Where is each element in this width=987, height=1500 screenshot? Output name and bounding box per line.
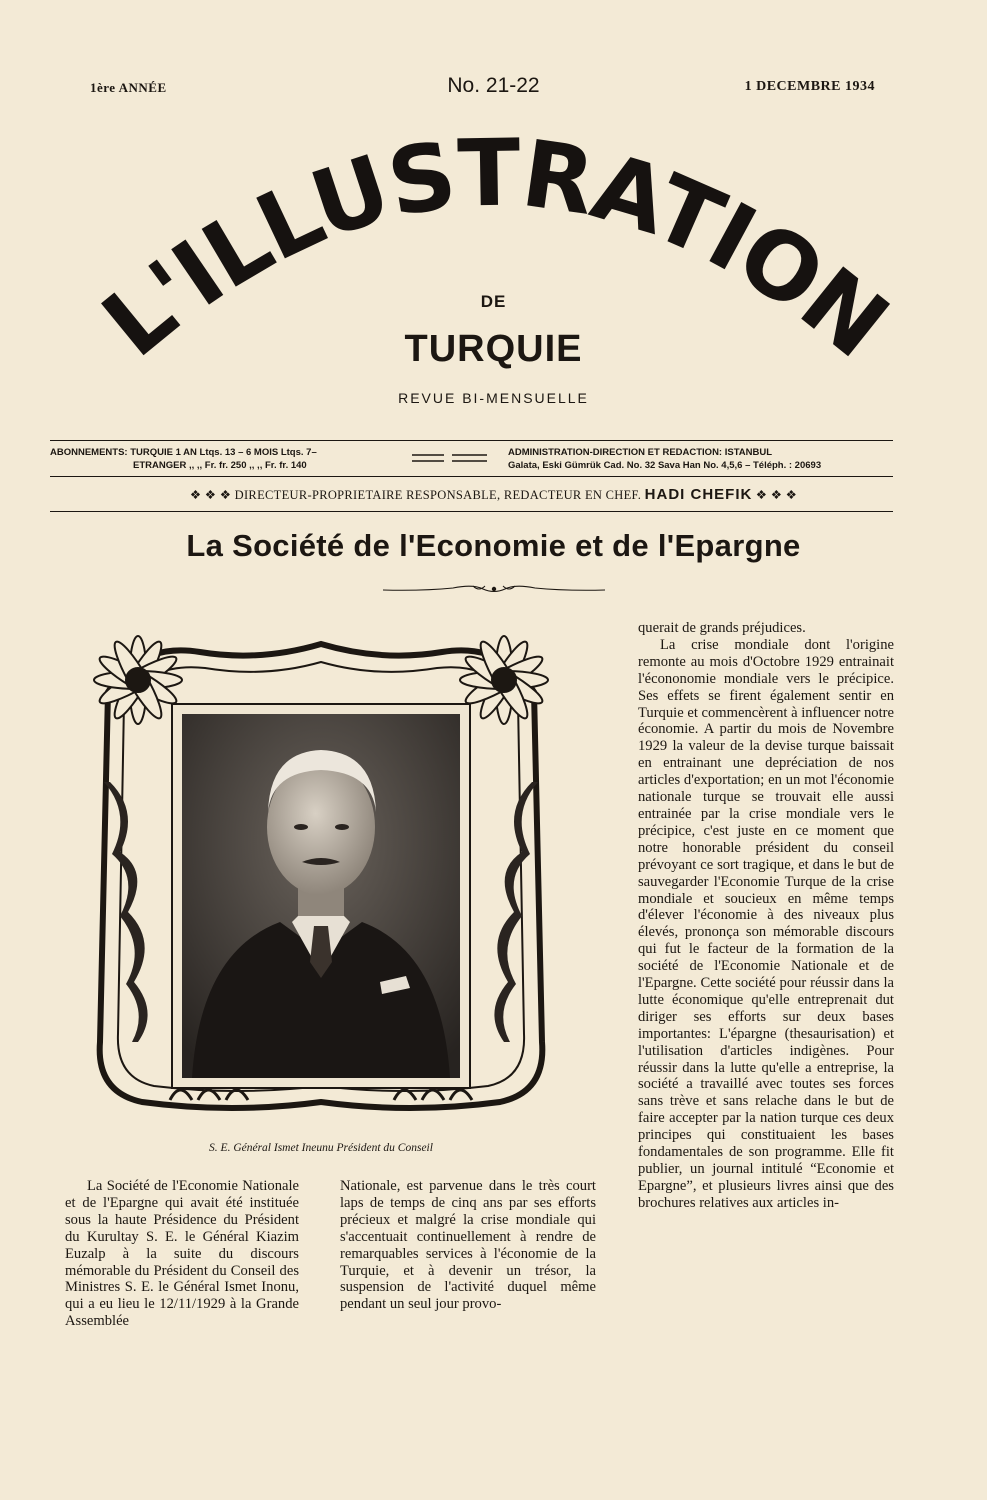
separator-ornament-icon (412, 451, 487, 465)
article-title: La Société de l'Economie et de l'Epargne (186, 528, 801, 563)
masthead-country: TURQUIE (404, 328, 583, 370)
masthead-logo (40, 95, 950, 425)
diamond-ornament-icon: ❖ ❖ ❖ (189, 488, 235, 502)
paragraph: La Société de l'Economie Nationale et de l'Epargne qui avait été instituée sous la haute Présidence du Président du Kurultay S. E. le Général Kiazim Euzalp à la suite du discours mémorable du Président du Conseil des Ministres S. E. le Général Ismet Inonu, qui a eu lieu le 12/11/1929 à la Grande Assemblée (65, 1178, 299, 1330)
issue-number: No. 21-22 (447, 74, 540, 97)
director-label: DIRECTEUR-PROPRIETAIRE RESPONSABLE, REDACTEUR EN CHEF. (234, 488, 642, 502)
administration-line-1: ADMINISTRATION-DIRECTION ET REDACTION: ISTANBUL (508, 447, 773, 458)
paragraph: querait de grands préjudices. (638, 620, 806, 636)
diamond-ornament-icon: ❖ ❖ ❖ (755, 488, 798, 502)
paragraph: Nationale, est parvenue dans le très court laps de temps de cinq ans par ses efforts précieux et malgré la crise mondiale qui s'accentuait continuellement à rendre de remarquables services à l'économie de la Turquie, et à devenir un trésor, la suspension de l'activité duquel même pendant un seul jour provo- (340, 1178, 596, 1313)
director-name: HADI CHEFIK (644, 486, 753, 503)
rule-middle (50, 476, 893, 477)
year-label: 1ère ANNÉE (90, 80, 167, 95)
article-column-1 (65, 1178, 299, 1330)
issue-date: 1 DECEMBRE 1934 (744, 79, 875, 94)
article-column-3 (638, 620, 894, 1212)
title-ornament-icon (383, 582, 605, 596)
masthead-de: DE (480, 292, 507, 311)
subscription-line-1: ABONNEMENTS: TURQUIE 1 AN Ltqs. 13 – 6 MOIS Ltqs. 7– (50, 447, 317, 458)
administration-line-2: Galata, Eski Gümrük Cad. No. 32 Sava Han No. 4,5,6 – Téléph. : 20693 (508, 460, 822, 471)
portrait-caption: S. E. Général Ismet Ineunu Président du Conseil (209, 1142, 433, 1154)
rule-bottom (50, 511, 893, 512)
masthead-title: L'ILLUSTRATION (83, 119, 907, 378)
article-column-2 (340, 1178, 596, 1313)
portrait-frame (80, 622, 562, 1130)
rule-top (50, 440, 893, 441)
director-line (0, 486, 987, 503)
paragraph: La crise mondiale dont l'origine remonte au mois d'Octobre 1929 entrainait l'écononomie mondiale vers le précipice. Ses effets se firent également sentir en Turquie et commencèrent à influencer notre économie. A partir du mois de Novembre 1929 la valeur de la devise turque baissait en entrainant une depréciation de nos articles d'exportation; en un mot l'économie nationale turque se trouvait elle aussi entrainée par la crise mondiale vers le précipice, c'est juste en ce moment que notre honorable président du conseil prévoyant ce sort tragique, et dans le but de sauvegarder l'Economie Turque de la crise mondiale et soucieux en même temps d'élever l'économie à des niveaux plus élevés, prononça son mémorable discours qui fut le facteur de la formation de la société de l'Economie Nationale et de l'Epargne. Cette société pour réussir dans la lutte économique qu'elle entreprenait dut diriger ses efforts sur deux bases importantes: L'épargne (thesaurisation) et l'utilisation d'articles indigènes. Pour réussir dans la lutte qu'elle a entreprise, la société a travaillé avec toutes ses forces sans trève et sans relache dans le but de faire accepter par la nation turque ces deux principes qui constituaient les bases fondamentales de son programme. Elle fit publier, un journal intitulé “Economie et Epargne”, et plusieurs livres ainsi que des brochures relatives aux articles in- (638, 636, 894, 1211)
masthead-subtitle: REVUE BI-MENSUELLE (398, 390, 589, 406)
subscription-line-2: ETRANGER ,, ,, Fr. fr. 250 ,, ,, Fr. fr. 140 (133, 460, 307, 471)
